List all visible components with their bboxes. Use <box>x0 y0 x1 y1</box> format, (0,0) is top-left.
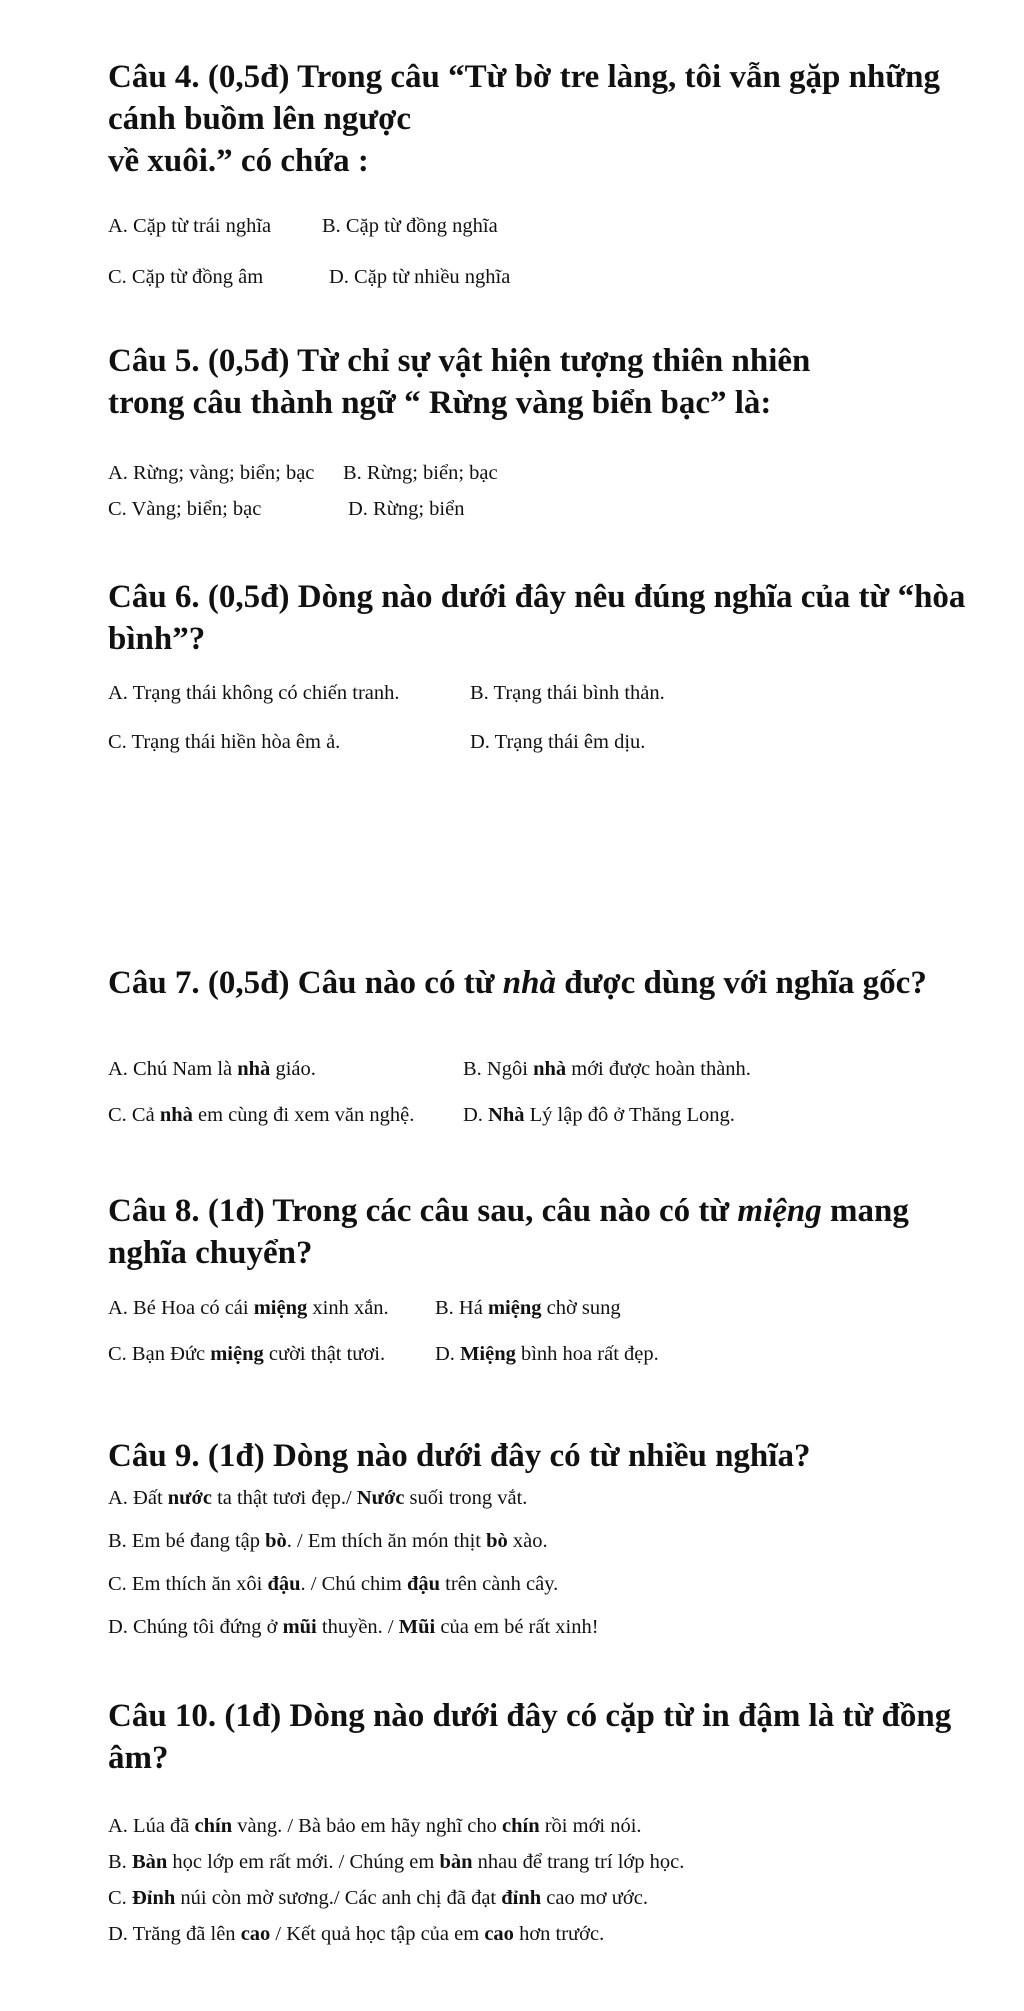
option-text: cười thật tươi. <box>263 1343 386 1365</box>
answer-option <box>108 1058 316 1081</box>
question-10 <box>108 1695 988 1779</box>
option-text: A. Lúa đã <box>108 1815 195 1837</box>
answer-option <box>463 1104 735 1127</box>
answer-option <box>108 1887 648 1910</box>
answer-option <box>329 266 510 289</box>
option-text: A. Đất <box>108 1487 168 1509</box>
question-title: Câu 6. (0,5đ) Dòng nào dưới đây nêu đúng nghĩa của từ “hòa bình”? <box>108 579 966 657</box>
bold-word: nhà <box>237 1058 271 1080</box>
answer-option <box>108 1923 604 1946</box>
option-text: ta thật tươi đẹp./ <box>211 1487 357 1509</box>
answer-option <box>108 1343 385 1366</box>
answer-option <box>435 1343 659 1366</box>
bold-word: nhà <box>533 1058 567 1080</box>
answer-option <box>108 1815 642 1838</box>
option-text: B. Há <box>435 1297 488 1319</box>
option-text: D. Rừng; biển <box>348 498 465 520</box>
bold-word: đậu <box>267 1573 301 1595</box>
option-text: B. Em bé đang tập <box>108 1530 266 1552</box>
answer-option <box>108 462 314 485</box>
bold-word: nước <box>167 1487 212 1509</box>
option-text: A. Chú Nam là <box>108 1058 238 1080</box>
option-text: D. <box>463 1104 489 1126</box>
answer-option <box>463 1058 751 1081</box>
bold-word: nhà <box>159 1104 193 1126</box>
question-5 <box>108 340 988 424</box>
option-text: A. Bé Hoa có cái <box>108 1297 254 1319</box>
option-text: xinh xắn. <box>307 1297 389 1319</box>
question-8 <box>108 1190 988 1274</box>
answer-option <box>322 215 498 238</box>
option-text: cao mơ ước. <box>541 1887 648 1909</box>
option-text: học lớp em rất mới. / Chúng em <box>167 1851 440 1873</box>
option-text: / Kết quả học tập của em <box>270 1923 485 1945</box>
option-text: mới được hoàn thành. <box>566 1058 751 1080</box>
option-text: C. Trạng thái hiền hòa êm ả. <box>108 731 341 753</box>
answer-option <box>435 1297 621 1320</box>
bold-word: chín <box>194 1815 233 1837</box>
bold-word: bò <box>486 1530 508 1552</box>
bold-word: cao <box>240 1923 271 1945</box>
option-text: C. Em thích ăn xôi <box>108 1573 268 1595</box>
bold-word: Bàn <box>131 1851 168 1873</box>
option-text: B. <box>108 1851 132 1873</box>
bold-word: miệng <box>253 1297 308 1319</box>
option-text: thuyền. / <box>316 1616 399 1638</box>
option-text: vàng. / Bà bảo em hãy nghĩ cho <box>232 1815 502 1837</box>
bold-word: cao <box>484 1923 514 1945</box>
answer-option <box>108 266 263 289</box>
option-text: chờ sung <box>541 1297 621 1319</box>
bold-word: Nước <box>356 1487 405 1509</box>
option-text: bình hoa rất đẹp. <box>515 1343 659 1365</box>
option-text: B. Trạng thái bình thản. <box>470 682 665 704</box>
bold-word: bàn <box>439 1851 473 1873</box>
answer-option <box>108 1530 548 1553</box>
option-text: C. <box>108 1887 132 1909</box>
option-text: D. Trăng đã lên <box>108 1923 241 1945</box>
option-text: em cùng đi xem văn nghệ. <box>192 1104 415 1126</box>
option-text: xào. <box>507 1530 548 1552</box>
question-6 <box>108 576 988 660</box>
option-text: trên cành cây. <box>440 1573 559 1595</box>
question-9 <box>108 1435 988 1477</box>
question-7 <box>108 962 988 1004</box>
option-text: C. Bạn Đức <box>108 1343 211 1365</box>
option-text: của em bé rất xinh! <box>435 1616 599 1638</box>
question-4 <box>108 56 988 182</box>
option-text: rồi mới nói. <box>539 1815 642 1837</box>
bold-word: đỉnh <box>501 1887 542 1909</box>
answer-option <box>108 1104 414 1127</box>
option-text: Lý lập đô ở Thăng Long. <box>524 1104 735 1126</box>
option-text: . / Em thích ăn món thịt <box>286 1530 487 1552</box>
bold-word: mũi <box>282 1616 317 1638</box>
option-text: nhau để trang trí lớp học. <box>472 1851 685 1873</box>
option-text: B. Ngôi <box>463 1058 534 1080</box>
question-title: Câu 8. (1đ) Trong các câu sau, câu nào có từ miệng mang nghĩa chuyển? <box>108 1193 909 1271</box>
answer-option <box>108 682 400 705</box>
bold-word: bò <box>265 1530 287 1552</box>
question-title: Câu 4. (0,5đ) Trong câu “Từ bờ tre làng, tôi vẫn gặp những cánh buồm lên ngược về xuôi.” có chứa : <box>108 59 941 179</box>
option-text: A. Cặp từ trái nghĩa <box>108 215 272 237</box>
option-text: suối trong vắt. <box>404 1487 528 1509</box>
answer-option <box>108 1573 558 1596</box>
bold-word: Miệng <box>460 1343 516 1365</box>
option-text: D. Cặp từ nhiều nghĩa <box>329 266 511 288</box>
answer-option <box>108 498 261 521</box>
option-text: D. <box>435 1343 461 1365</box>
answer-option <box>108 731 340 754</box>
option-text: giáo. <box>270 1058 316 1080</box>
bold-word: miệng <box>487 1297 542 1319</box>
bold-word: Mũi <box>398 1616 436 1638</box>
bold-word: chín <box>502 1815 540 1837</box>
answer-option <box>348 498 464 521</box>
option-text: B. Rừng; biển; bạc <box>343 462 498 484</box>
question-title: Câu 7. (0,5đ) Câu nào có từ nhà được dùng với nghĩa gốc? <box>108 965 927 1001</box>
answer-option <box>470 682 665 705</box>
bold-word: Nhà <box>488 1104 525 1126</box>
answer-option <box>108 1297 389 1320</box>
option-text: A. Trạng thái không có chiến tranh. <box>108 682 400 704</box>
option-text: núi còn mờ sương./ Các anh chị đã đạt <box>175 1887 502 1909</box>
answer-option <box>108 1487 527 1510</box>
bold-word: Đỉnh <box>131 1887 176 1909</box>
question-title: Câu 9. (1đ) Dòng nào dưới đây có từ nhiều nghĩa? <box>108 1438 811 1474</box>
option-text: A. Rừng; vàng; biển; bạc <box>108 462 315 484</box>
question-title: Câu 10. (1đ) Dòng nào dưới đây có cặp từ in đậm là từ đồng âm? <box>108 1698 952 1776</box>
option-text: C. Vàng; biển; bạc <box>108 498 262 520</box>
answer-option <box>470 731 645 754</box>
option-text: D. Trạng thái êm dịu. <box>470 731 646 753</box>
option-text: D. Chúng tôi đứng ở <box>108 1616 283 1638</box>
bold-word: miệng <box>210 1343 264 1365</box>
question-title: Câu 5. (0,5đ) Từ chỉ sự vật hiện tượng thiên nhiên trong câu thành ngữ “ Rừng vàng biển bạc” là: <box>108 343 811 421</box>
option-text: C. Cả <box>108 1104 160 1126</box>
bold-word: đậu <box>406 1573 441 1595</box>
answer-option <box>108 215 271 238</box>
answer-option <box>108 1616 599 1639</box>
answer-option <box>108 1851 684 1874</box>
option-text: . / Chú chim <box>300 1573 407 1595</box>
answer-option <box>343 462 498 485</box>
option-text: C. Cặp từ đồng âm <box>108 266 264 288</box>
option-text: B. Cặp từ đồng nghĩa <box>322 215 498 237</box>
option-text: hơn trước. <box>513 1923 605 1945</box>
